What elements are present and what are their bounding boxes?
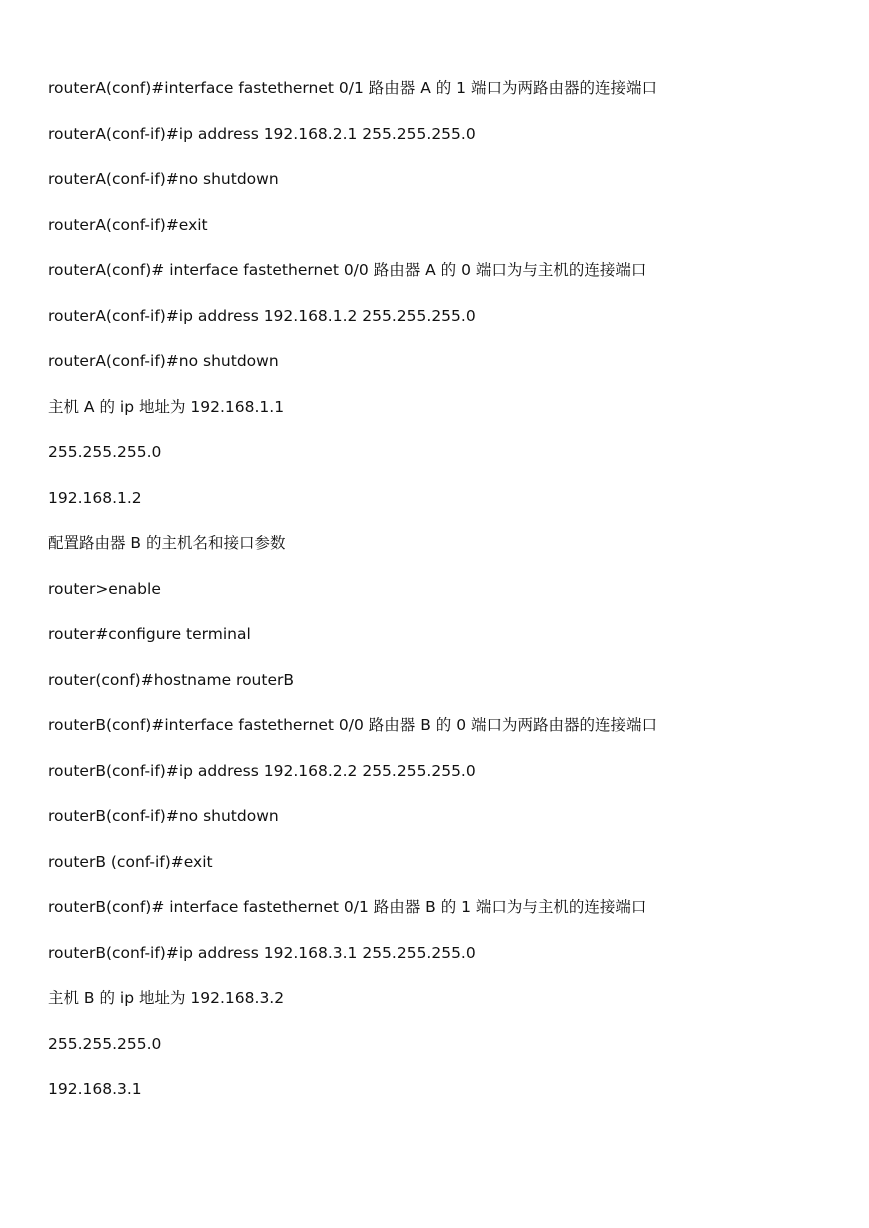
- text-line: 192.168.3.1: [48, 1080, 142, 1098]
- document-body: [48, 77, 828, 1124]
- text-line: 配置路由器 B 的主机名和接口参数: [48, 534, 286, 552]
- text-line: 主机 A 的 ip 地址为 192.168.1.1: [48, 397, 285, 416]
- text-line: routerA(conf)# interface fastethernet 0/0 路由器 A 的 0 端口为与主机的连接端口: [48, 261, 647, 279]
- text-line: routerA(conf-if)#ip address 192.168.1.2 255.255.255.0: [48, 306, 476, 325]
- text-line: routerA(conf)#interface fastethernet 0/1 路由器 A 的 1 端口为两路由器的连接端口: [48, 79, 657, 97]
- text-line: routerB(conf-if)#ip address 192.168.3.1 255.255.255.0: [48, 943, 476, 962]
- text-line: routerA(conf-if)#no shutdown: [48, 352, 279, 370]
- text-line: 255.255.255.0: [48, 443, 162, 461]
- text-line: routerB(conf)#interface fastethernet 0/0 路由器 B 的 0 端口为两路由器的连接端口: [48, 716, 658, 734]
- text-line: routerB(conf-if)#ip address 192.168.2.2 255.255.255.0: [48, 761, 476, 780]
- text-line: router>enable: [48, 579, 161, 598]
- text-line: routerB(conf-if)#no shutdown: [48, 807, 279, 825]
- text-line: routerA(conf-if)#exit: [48, 215, 208, 234]
- text-line: routerB(conf)# interface fastethernet 0/1 路由器 B 的 1 端口为与主机的连接端口: [48, 898, 647, 916]
- text-line: routerA(conf-if)#ip address 192.168.2.1 255.255.255.0: [48, 124, 476, 143]
- text-line: router#configure terminal: [48, 625, 251, 643]
- text-line: 主机 B 的 ip 地址为 192.168.3.2: [48, 989, 285, 1007]
- text-line: routerA(conf-if)#no shutdown: [48, 170, 279, 188]
- text-line: 192.168.1.2: [48, 488, 142, 507]
- text-line: routerB (conf-if)#exit: [48, 852, 213, 871]
- text-line: router(conf)#hostname routerB: [48, 670, 294, 689]
- text-line: 255.255.255.0: [48, 1034, 162, 1053]
